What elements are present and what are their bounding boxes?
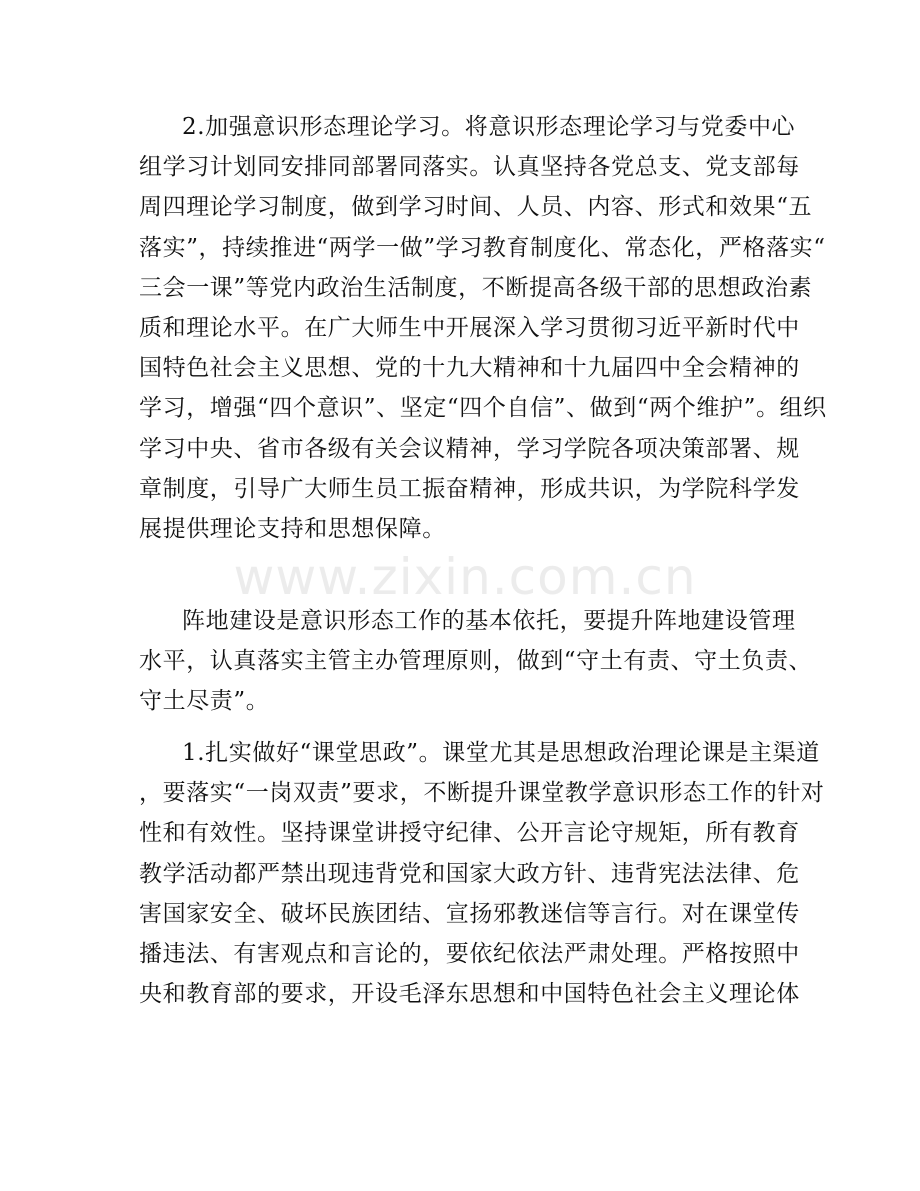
text-line: 性和有效性。坚持课堂讲授守纪律、公开言论守规矩，所有教育 [139,820,800,847]
text-line: 2.加强意识形态理论学习。将意识形态理论学习与党委中心 [182,114,796,140]
text-line: 学习，增强“四个意识”、坚定“四个自信”、做到“两个维护”。组织 [139,395,827,422]
text-line: 1.扎实做好“课堂思政”。课堂尤其是思想政治理论课是主渠道 [182,740,820,766]
text-line: ，要落实“一岗双责”要求，不断提升课堂教学意识形态工作的针对 [139,780,825,807]
paragraph-position-building [139,601,813,722]
text-line: 组学习计划同安排同部署同落实。认真坚持各党总支、党支部每 [139,154,800,181]
text-line: 阵地建设是意识形态工作的基本依托，要提升阵地建设管理 [182,608,796,634]
text-line: 落实”，持续推进“两学一做”学习教育制度化、常态化，严格落实“ [139,234,826,261]
text-line: 播违法、有害观点和言论的，要依纪依法严肃处理。严格按照中 [139,941,800,968]
text-line: 学习中央、省市各级有关会议精神，学习学院各项决策部署、规 [139,435,800,462]
text-line: 质和理论水平。在广大师生中开展深入学习贯彻习近平新时代中 [139,315,800,342]
text-line: 周四理论学习制度，做到学习时间、人员、内容、形式和效果“五 [139,194,813,221]
text-line: 水平，认真落实主管主办管理原则，做到“守土有责、守土负责、 [139,648,813,675]
text-line: 国特色社会主义思想、党的十九大精神和十九届四中全会精神的 [139,355,800,382]
paragraph-classroom-politics [139,733,825,1014]
text-line: 害国家安全、破坏民族团结、宣扬邪教迷信等言行。对在课堂传 [139,900,800,927]
paragraph-theory-study [139,107,827,549]
text-line: 三会一课”等党内政治生活制度，不断提高各级干部的思想政治素 [139,274,813,301]
text-line: 央和教育部的要求，开设毛泽东思想和中国特色社会主义理论体 [139,981,800,1008]
text-line: 章制度，引导广大师生员工振奋精神，形成共识，为学院科学发 [139,475,800,502]
text-line: 教学活动都严禁出现违背党和国家大政方针、违背宪法法律、危 [139,860,800,887]
watermark-text: www.zixin.com.cn [233,548,697,606]
text-line: 展提供理论支持和思想保障。 [139,516,446,543]
text-line: 守土尽责”。 [139,688,270,715]
